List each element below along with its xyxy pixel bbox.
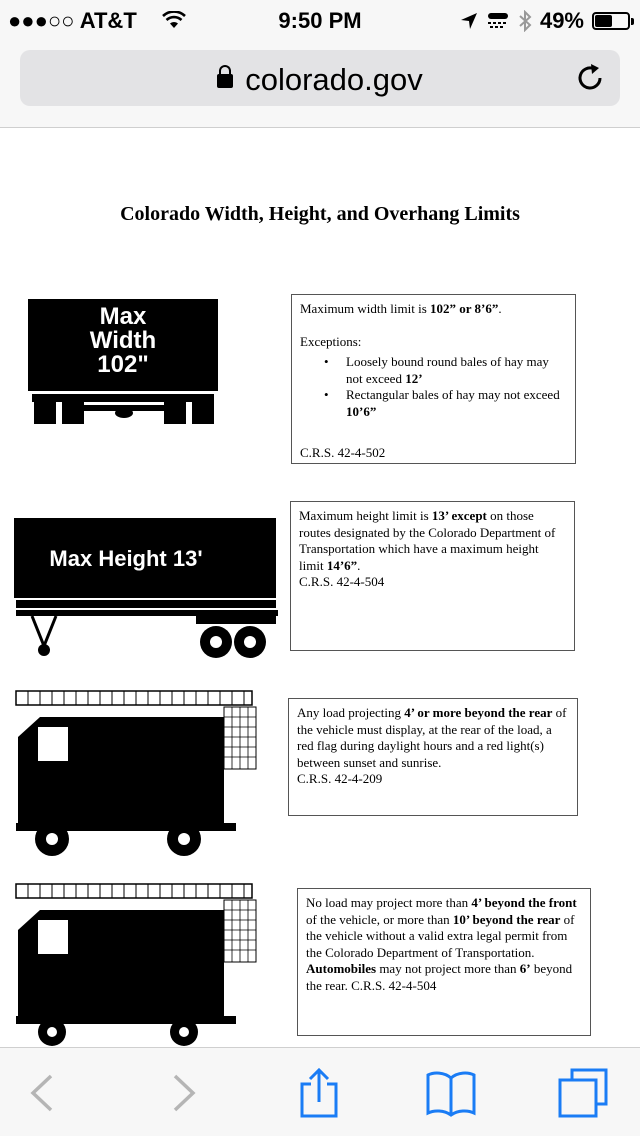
- battery-percent: 49%: [539, 8, 584, 33]
- rear-overhang-box: Any load projecting 4’ or more beyond the rear of the vehicle must display, at the rear of the load, a red flag during daylight hours and a red light(s) between sunset and sunrise. C.R.S. 42-4-209: [288, 698, 578, 816]
- bookmarks-icon[interactable]: [426, 1068, 476, 1118]
- rear-overhang-truck-illustration: [14, 689, 259, 859]
- browser-header: [0, 40, 640, 128]
- front-overhang-truck-illustration: [14, 882, 259, 1047]
- lock-icon: [217, 74, 233, 88]
- tabs-icon[interactable]: [558, 1068, 608, 1118]
- carrier-signal: ●●●○○ AT&T: [8, 8, 137, 33]
- bluetooth-icon: [518, 10, 532, 32]
- front-overhang-box: No load may project more than 4’ beyond the front of the vehicle, or more than 10’ beyond the rear of the vehicle without a valid extra legal permit from the Colorado Department of Transportation. Automobiles may not project more than 6’ beyond the rear. C.R.S. 42-4-504: [297, 888, 591, 1036]
- citation: C.R.S. 42-4-504: [299, 574, 385, 589]
- citation: C.R.S. 42-4-209: [297, 771, 383, 786]
- tty-icon: [486, 12, 510, 30]
- height-limit-box: Maximum height limit is 13’ except on those routes designated by the Colorado Department of Transportation which have a maximum height limit 14’6”. C.R.S. 42-4-504: [290, 501, 575, 651]
- width-sign-line2: Width: [89, 327, 157, 354]
- height-sign: Max Height 13': [49, 546, 203, 571]
- width-limit-box: Maximum width limit is 102” or 8’6”. Exceptions: • Loosely bound round bales of hay may not exceed 12’ • Rectangular bales of hay may not exceed 10’6” C.R.S. 42-4-502: [291, 294, 576, 464]
- reload-icon[interactable]: [574, 62, 606, 94]
- address-bar[interactable]: [20, 50, 620, 106]
- citation: C.R.S. 42-4-502: [300, 444, 386, 460]
- bottom-toolbar: [0, 1047, 640, 1136]
- forward-chevron-icon[interactable]: [158, 1068, 208, 1118]
- max-width-truck-rear-illustration: [28, 299, 218, 425]
- status-bar: [0, 0, 640, 40]
- width-sign-line3: 102": [97, 351, 149, 378]
- exceptions-list: [300, 354, 567, 420]
- max-height-trailer-illustration: [12, 514, 280, 664]
- address-host: colorado.gov: [245, 62, 423, 97]
- share-icon[interactable]: [294, 1068, 344, 1118]
- exceptions-label: Exceptions:: [300, 333, 362, 349]
- document-title: Colorado Width, Height, and Overhang Limits: [120, 203, 520, 225]
- list-item: • Rectangular bales of hay may not exceed 10’6”: [300, 387, 567, 420]
- width-sign-line1: Max: [99, 303, 147, 330]
- clock: 9:50 PM: [278, 8, 362, 33]
- back-chevron-icon[interactable]: [18, 1068, 68, 1118]
- battery-icon: [592, 12, 630, 30]
- battery-fill: [595, 15, 612, 27]
- location-arrow-icon: [460, 12, 478, 30]
- list-item: • Loosely bound round bales of hay may not exceed 12’: [300, 354, 567, 387]
- document-page: [0, 129, 640, 1047]
